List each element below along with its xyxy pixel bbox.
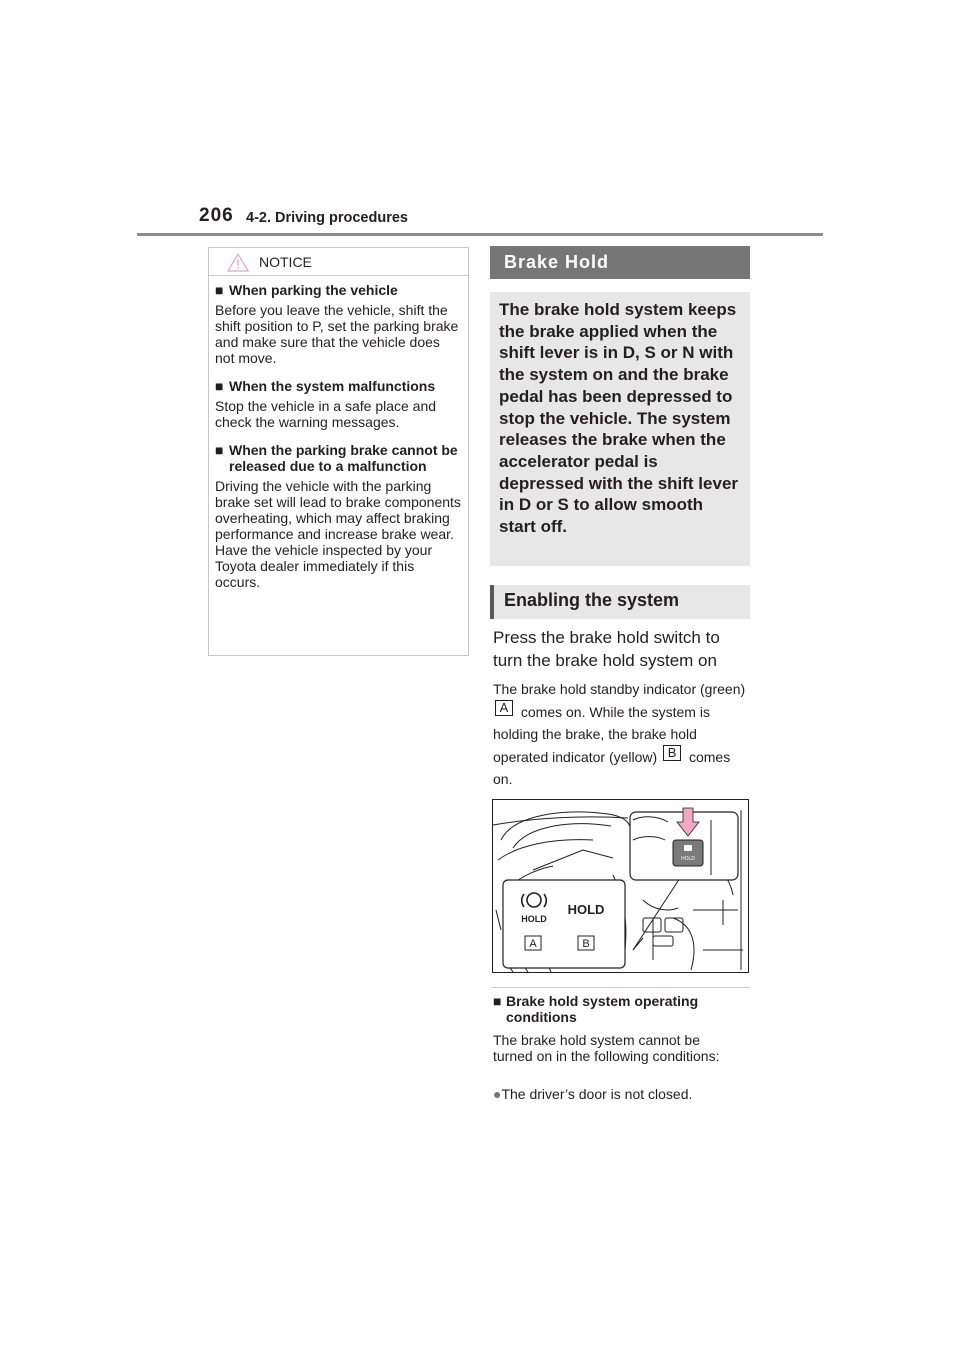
marker-b: B <box>663 745 681 761</box>
indicator-description: The brake hold standby indicator (green) A comes on. While the system is holding the brake, the brake hold operated indicator (yellow) B comes on. <box>493 681 746 787</box>
marker-a: A <box>495 700 513 716</box>
notice-release-text: Driving the vehicle with the parking brake set will lead to brake components overheating, which may affect braking performance and increase brake wear. Have the vehicle inspected by your Toyota dealer immediately if this occurs. <box>215 478 461 590</box>
notice-header <box>209 248 468 276</box>
square-bullet-icon: ■ <box>215 282 224 298</box>
conditions-divider <box>492 987 750 988</box>
square-bullet-icon: ■ <box>215 442 224 458</box>
notice-box <box>208 247 469 656</box>
switch-label: HOLD <box>681 856 695 862</box>
notice-parking-heading: ■ When parking the vehicle <box>215 282 398 298</box>
indicator-b-text: HOLD <box>567 902 605 917</box>
square-bullet-icon: ■ <box>215 378 224 394</box>
conditions-bullet: ●The driver’s door is not closed. <box>493 1086 693 1102</box>
page-number: 206 <box>199 205 234 226</box>
enabling-instruction: Press the brake hold switch to turn the brake hold system on <box>493 628 720 670</box>
brake-hold-intro: The brake hold system keeps the brake applied when the shift lever is in D, S or N with the system on and the brake pedal has been depressed to stop the vehicle. The system releases the brake when the accelerator pedal is depressed with the shift lever in D or S to allow smooth start off. <box>490 292 750 566</box>
notice-body <box>209 276 468 590</box>
enabling-heading: Enabling the system <box>490 585 750 619</box>
circle-bullet-icon: ● <box>493 1086 502 1102</box>
notice-malfunction-heading: ■ When the system malfunctions <box>215 378 436 394</box>
illus-label-a: A <box>529 938 537 950</box>
warning-icon <box>227 253 249 272</box>
indicator-a-text: HOLD <box>521 914 547 924</box>
square-bullet-icon: ■ <box>493 993 502 1009</box>
notice-release-heading: ■ When the parking brake cannot be released due to a malfunction <box>215 442 458 474</box>
illus-label-b: B <box>582 938 590 950</box>
conditions-heading: ■ Brake hold system operating conditions <box>493 993 699 1025</box>
notice-label: NOTICE <box>259 254 312 270</box>
header-rule <box>137 233 823 236</box>
section-title: 4-2. Driving procedures <box>246 210 408 226</box>
brake-hold-illustration <box>492 799 749 973</box>
notice-parking-text: Before you leave the vehicle, shift the shift position to P, set the parking brake and make sure that the vehicle does not move. <box>215 302 459 366</box>
brake-hold-heading: Brake Hold <box>490 246 750 279</box>
dashboard-drawing <box>493 800 749 973</box>
conditions-text: The brake hold system cannot be turned on in the following conditions: <box>493 1032 720 1064</box>
notice-malfunction-text: Stop the vehicle in a safe place and check the warning messages. <box>215 398 437 430</box>
